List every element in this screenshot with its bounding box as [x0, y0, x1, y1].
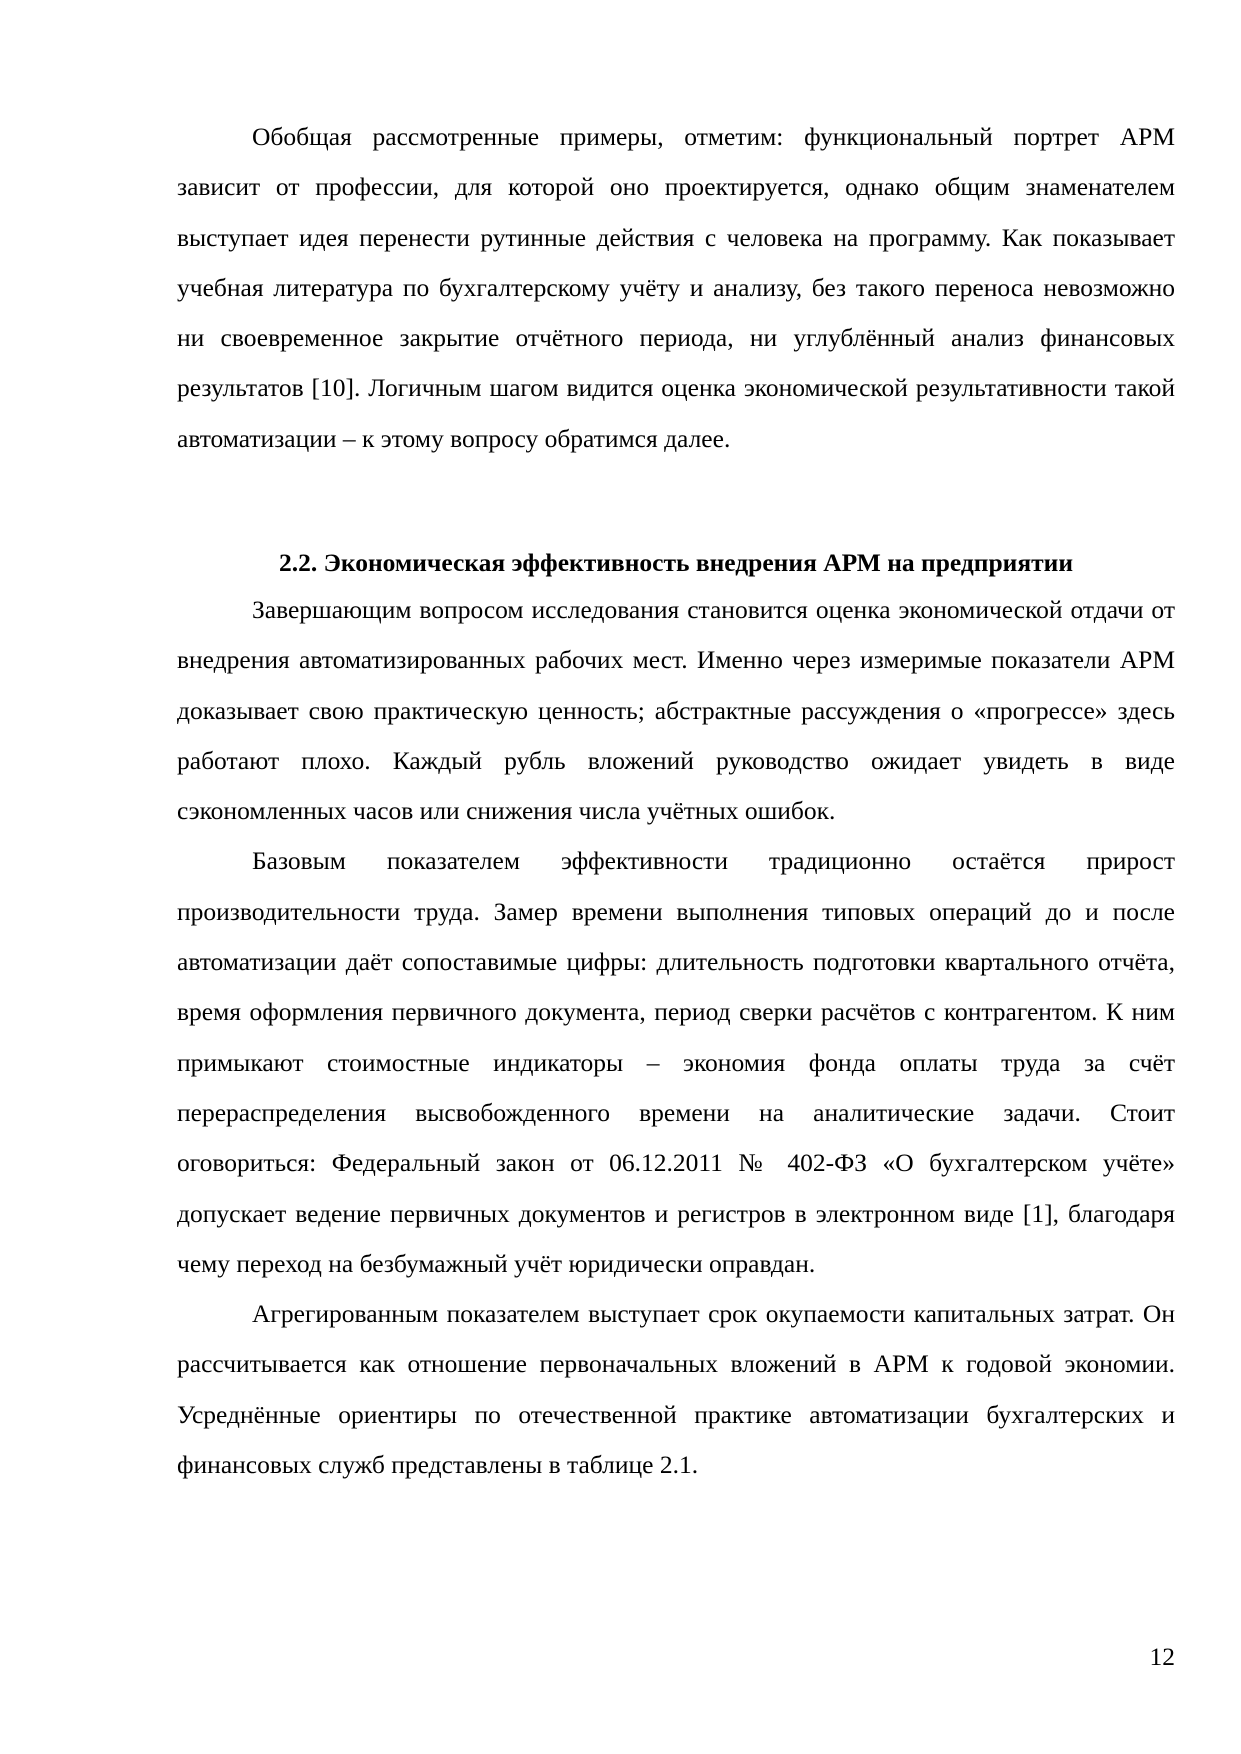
- section-heading: 2.2. Экономическая эффективность внедрения АРМ на предприятии: [278, 548, 1074, 577]
- body-paragraph-1: Завершающим вопросом исследования становится оценка экономической отдачи от внедрения автоматизированных рабочих мест. Именно через измеримые показатели АРМ доказывает свою практическую ценность; абстрактные рассуждения о «прогрессе» здесь работают плохо. Каждый рубль вложений руководство ожидает увидеть в виде сэкономленных часов или снижения числа учётных ошибок.: [177, 595, 1175, 826]
- intro-paragraph: Обобщая рассмотренные примеры, отметим: функциональный портрет АРМ зависит от профессии, для которой оно проектируется, однако общим знаменателем выступает идея перенести рутинные действия с человека на программу. Как показывает учебная литература по бухгалтерскому учёту и анализу, без такого переноса невозможно ни своевременное закрытие отчётного периода, ни углублённый анализ финансовых результатов [10]. Логичным шагом видится оценка экономической результативности такой автоматизации – к этому вопросу обратимся далее.: [177, 122, 1175, 453]
- body-paragraph-2: Базовым показателем эффективности традиционно остаётся прирост производительности труда. Замер времени выполнения типовых операций до и после автоматизации даёт сопоставимые цифры: длительность подготовки квартального отчёта, время оформления первичного документа, период сверки расчётов с контрагентом. К ним примыкают стоимостные индикаторы – экономия фонда оплаты труда за счёт перераспределения высвобожденного времени на аналитические задачи. Стоит оговориться: Федеральный закон от 06.12.2011 № 402-ФЗ «О бухгалтерском учёте» допускает ведение первичных документов и регистров в электронном виде [1], благодаря чему переход на безбумажный учёт юридически оправдан.: [177, 846, 1175, 1278]
- section-body: [177, 585, 1175, 1490]
- body-paragraph-3: Агрегированным показателем выступает срок окупаемости капитальных затрат. Он рассчитывается как отношение первоначальных вложений в АРМ к годовой экономии. Усреднённые ориентиры по отечественной практике автоматизации бухгалтерских и финансовых служб представлены в таблице 2.1.: [177, 1299, 1175, 1480]
- page-number: 12: [1149, 1642, 1175, 1671]
- intro-text-block: [177, 112, 1175, 464]
